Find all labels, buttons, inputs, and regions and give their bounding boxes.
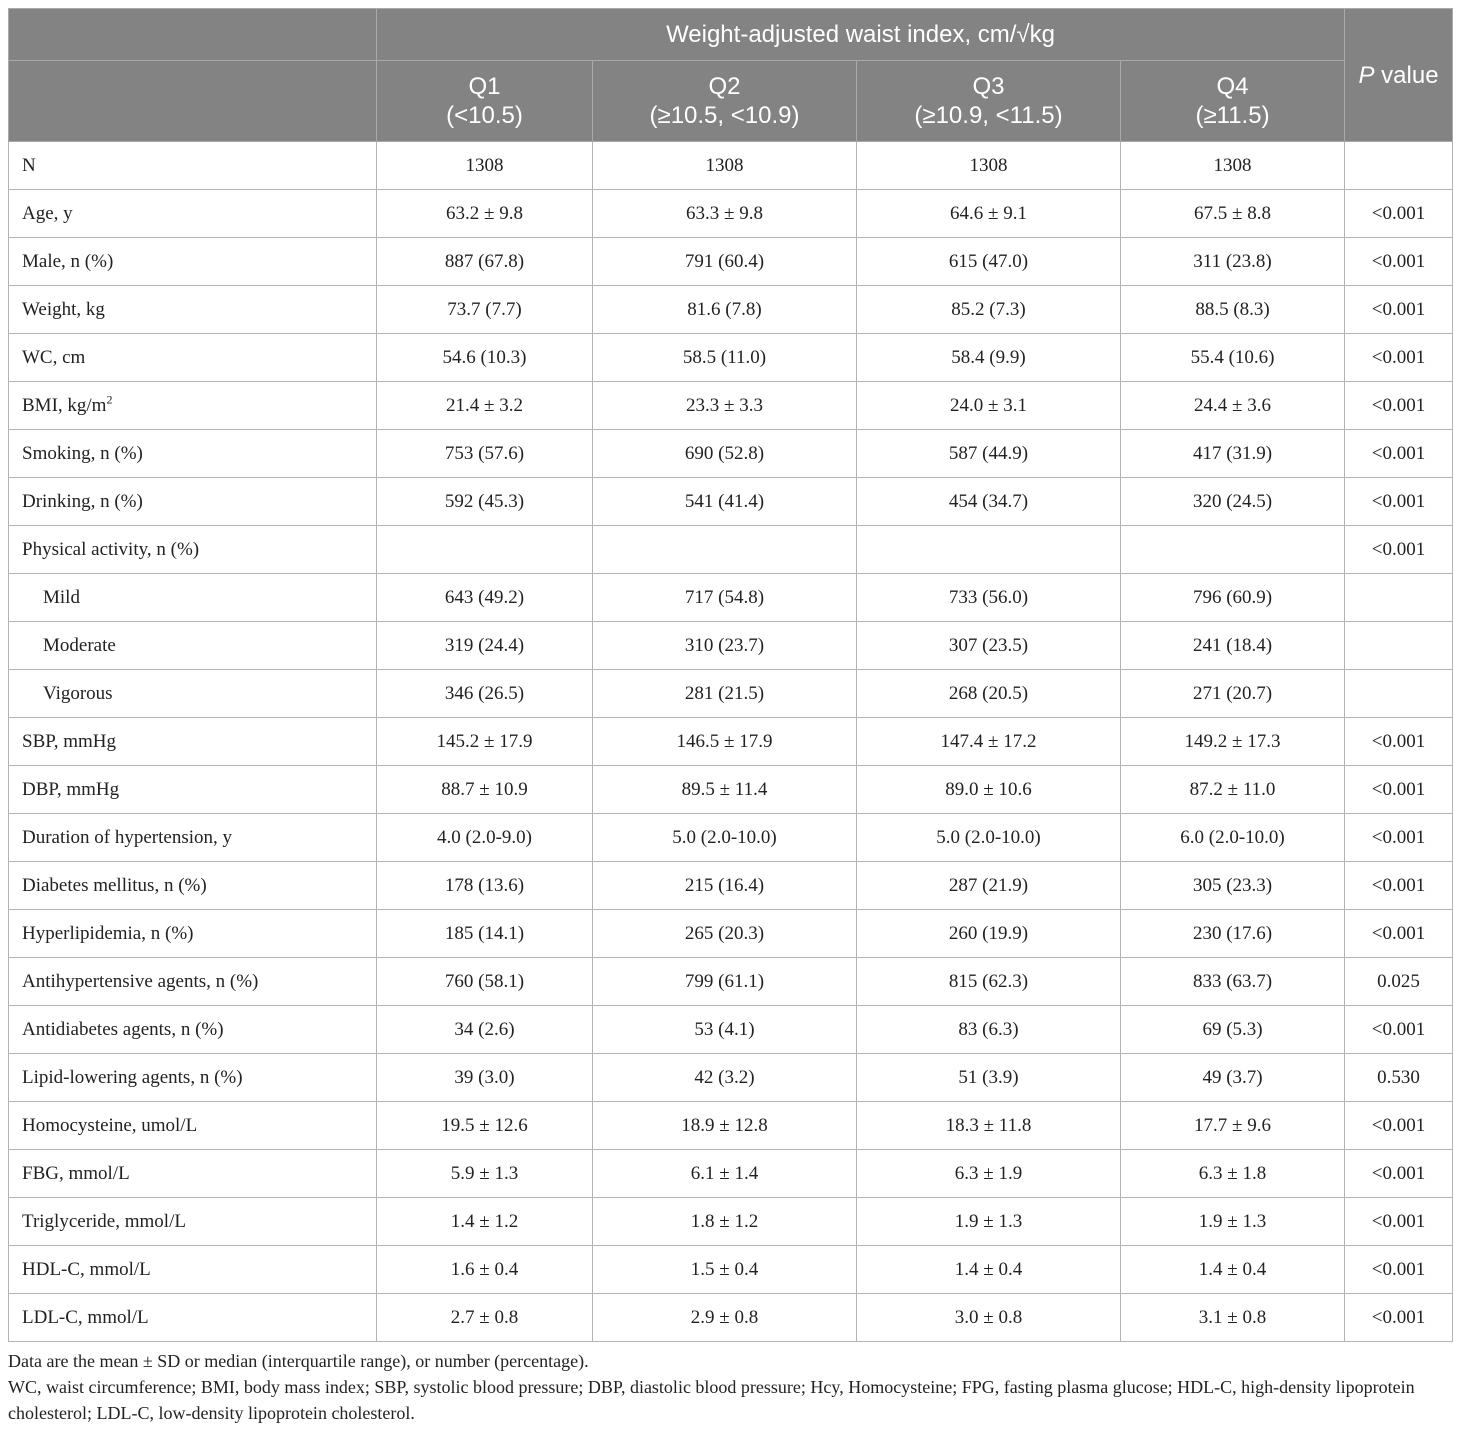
value-cell-q2: 63.3 ± 9.8	[593, 190, 857, 238]
row-label-cell	[9, 670, 377, 718]
value-cell-q3: 454 (34.7)	[857, 478, 1121, 526]
footnote-data-description: Data are the mean ± SD or median (interquartile range), or number (percentage).	[8, 1351, 589, 1371]
p-italic: P	[1358, 61, 1375, 89]
value-cell-q2: 146.5 ± 17.9	[593, 718, 857, 766]
p-value-rest: value	[1374, 61, 1439, 89]
row-label: Antidiabetes agents, n (%)	[22, 1018, 224, 1040]
value-cell-q3: 815 (62.3)	[857, 958, 1121, 1006]
quartile-header-q2	[593, 61, 857, 142]
value-cell-q2: 717 (54.8)	[593, 574, 857, 622]
value-cell-q3: 3.0 ± 0.8	[857, 1294, 1121, 1342]
row-label: HDL-C, mmol/L	[22, 1258, 151, 1280]
value-cell-q3: 6.3 ± 1.9	[857, 1150, 1121, 1198]
value-cell-q2: 281 (21.5)	[593, 670, 857, 718]
header-blank-2	[9, 61, 377, 142]
table-row	[9, 910, 1453, 958]
row-label: Vigorous	[43, 682, 113, 704]
value-cell-q3: 58.4 (9.9)	[857, 334, 1121, 382]
quartile-header-q3	[857, 61, 1121, 142]
value-cell-q4: 49 (3.7)	[1121, 1054, 1345, 1102]
value-cell-q4: 6.3 ± 1.8	[1121, 1150, 1345, 1198]
value-cell-q1: 88.7 ± 10.9	[377, 766, 593, 814]
p-value-cell: <0.001	[1345, 910, 1453, 958]
value-cell-q1: 34 (2.6)	[377, 1006, 593, 1054]
value-cell-q1: 4.0 (2.0-9.0)	[377, 814, 593, 862]
p-value-cell: <0.001	[1345, 1102, 1453, 1150]
row-label-cell	[9, 526, 377, 574]
row-label-cell	[9, 430, 377, 478]
p-value-cell: <0.001	[1345, 382, 1453, 430]
value-cell-q1: 21.4 ± 3.2	[377, 382, 593, 430]
row-label: Weight, kg	[22, 298, 105, 320]
table-body	[9, 142, 1453, 1342]
value-cell-q4: 1.4 ± 0.4	[1121, 1246, 1345, 1294]
value-cell-q4: 88.5 (8.3)	[1121, 286, 1345, 334]
row-label: DBP, mmHg	[22, 778, 120, 800]
value-cell-q2: 5.0 (2.0-10.0)	[593, 814, 857, 862]
table-row	[9, 430, 1453, 478]
row-label-cell	[9, 766, 377, 814]
row-label: LDL-C, mmol/L	[22, 1306, 149, 1328]
p-value-cell: <0.001	[1345, 286, 1453, 334]
row-label-cell	[9, 1150, 377, 1198]
value-cell-q1: 1308	[377, 142, 593, 190]
row-label-cell	[9, 190, 377, 238]
value-cell-q4: 6.0 (2.0-10.0)	[1121, 814, 1345, 862]
value-cell-q4: 67.5 ± 8.8	[1121, 190, 1345, 238]
row-label: Diabetes mellitus, n (%)	[22, 874, 207, 896]
table-row	[9, 190, 1453, 238]
p-value-header	[1345, 9, 1453, 142]
p-value-cell: <0.001	[1345, 766, 1453, 814]
value-cell-q4: 417 (31.9)	[1121, 430, 1345, 478]
value-cell-q1: 54.6 (10.3)	[377, 334, 593, 382]
row-label-cell	[9, 910, 377, 958]
row-label: SBP, mmHg	[22, 730, 116, 752]
value-cell-q2: 1308	[593, 142, 857, 190]
table-row	[9, 1198, 1453, 1246]
value-cell-q2: 1.8 ± 1.2	[593, 1198, 857, 1246]
row-label-cell	[9, 1198, 377, 1246]
row-label-cell	[9, 1054, 377, 1102]
value-cell-q4: 796 (60.9)	[1121, 574, 1345, 622]
value-cell-q2	[593, 526, 857, 574]
row-label: Mild	[43, 586, 80, 608]
value-cell-q1: 760 (58.1)	[377, 958, 593, 1006]
value-cell-q1: 63.2 ± 9.8	[377, 190, 593, 238]
quartile-range: (≥10.5, <10.9)	[649, 102, 800, 129]
quartile-header-q1	[377, 61, 593, 142]
row-label-cell	[9, 334, 377, 382]
row-label-cell	[9, 862, 377, 910]
table-row	[9, 862, 1453, 910]
value-cell-q2: 89.5 ± 11.4	[593, 766, 857, 814]
row-label: N	[22, 154, 36, 176]
value-cell-q4	[1121, 526, 1345, 574]
value-cell-q4: 271 (20.7)	[1121, 670, 1345, 718]
value-cell-q3: 1308	[857, 142, 1121, 190]
value-cell-q1: 1.4 ± 1.2	[377, 1198, 593, 1246]
row-label-cell	[9, 286, 377, 334]
value-cell-q1: 145.2 ± 17.9	[377, 718, 593, 766]
row-label-cell	[9, 814, 377, 862]
table-footnotes	[8, 1342, 1452, 1426]
row-label-cell	[9, 622, 377, 670]
p-value-cell: <0.001	[1345, 718, 1453, 766]
row-label: Drinking, n (%)	[22, 490, 143, 512]
value-cell-q4: 241 (18.4)	[1121, 622, 1345, 670]
value-cell-q2: 799 (61.1)	[593, 958, 857, 1006]
table-row	[9, 958, 1453, 1006]
value-cell-q3: 587 (44.9)	[857, 430, 1121, 478]
row-label-cell	[9, 142, 377, 190]
value-cell-q3: 260 (19.9)	[857, 910, 1121, 958]
value-cell-q3: 24.0 ± 3.1	[857, 382, 1121, 430]
p-value-cell: <0.001	[1345, 430, 1453, 478]
row-label-cell	[9, 478, 377, 526]
value-cell-q4: 3.1 ± 0.8	[1121, 1294, 1345, 1342]
value-cell-q2: 81.6 (7.8)	[593, 286, 857, 334]
table-row	[9, 334, 1453, 382]
group-header: Weight-adjusted waist index, cm/√kg	[377, 9, 1345, 61]
table-row	[9, 1150, 1453, 1198]
p-value-cell: <0.001	[1345, 1294, 1453, 1342]
row-label-cell	[9, 238, 377, 286]
quartile-range: (<10.5)	[446, 102, 523, 129]
row-label: Homocysteine, umol/L	[22, 1114, 198, 1136]
value-cell-q3: 147.4 ± 17.2	[857, 718, 1121, 766]
quartile-name: Q2	[708, 73, 741, 100]
value-cell-q1: 643 (49.2)	[377, 574, 593, 622]
value-cell-q3: 733 (56.0)	[857, 574, 1121, 622]
value-cell-q2: 6.1 ± 1.4	[593, 1150, 857, 1198]
row-label: FBG, mmol/L	[22, 1162, 130, 1184]
row-label: Triglyceride, mmol/L	[22, 1210, 186, 1232]
value-cell-q2: 53 (4.1)	[593, 1006, 857, 1054]
p-value-cell: <0.001	[1345, 1006, 1453, 1054]
value-cell-q3: 5.0 (2.0-10.0)	[857, 814, 1121, 862]
row-label-cell	[9, 958, 377, 1006]
row-label: Physical activity, n (%)	[22, 538, 200, 560]
table-container	[8, 8, 1452, 1426]
p-value-cell: <0.001	[1345, 862, 1453, 910]
value-cell-q4: 230 (17.6)	[1121, 910, 1345, 958]
table-row	[9, 382, 1453, 430]
table-row	[9, 1006, 1453, 1054]
table-row	[9, 670, 1453, 718]
row-label: Male, n (%)	[22, 250, 114, 272]
p-value-cell: <0.001	[1345, 1150, 1453, 1198]
table-row	[9, 814, 1453, 862]
value-cell-q3: 18.3 ± 11.8	[857, 1102, 1121, 1150]
table-row	[9, 574, 1453, 622]
value-cell-q4: 320 (24.5)	[1121, 478, 1345, 526]
value-cell-q3: 268 (20.5)	[857, 670, 1121, 718]
p-value-cell: <0.001	[1345, 1246, 1453, 1294]
value-cell-q3: 83 (6.3)	[857, 1006, 1121, 1054]
footnote-abbreviations: WC, waist circumference; BMI, body mass index; SBP, systolic blood pressure; DBP, diastolic blood pressure; Hcy, Homocysteine; FPG, fasting plasma glucose; HDL-C, high-density lipoprotein cholesterol; LDL-C, low-density lipoprotein cholesterol.	[8, 1377, 1415, 1423]
row-label: Moderate	[43, 634, 116, 656]
p-value-cell	[1345, 574, 1453, 622]
table-row	[9, 238, 1453, 286]
p-value-cell	[1345, 142, 1453, 190]
value-cell-q2: 265 (20.3)	[593, 910, 857, 958]
p-value-cell: <0.001	[1345, 814, 1453, 862]
quartile-name: Q4	[1216, 73, 1249, 100]
row-label: Duration of hypertension, y	[22, 826, 233, 848]
baseline-characteristics-table	[8, 8, 1453, 1342]
p-value-cell: <0.001	[1345, 190, 1453, 238]
value-cell-q3	[857, 526, 1121, 574]
value-cell-q3: 615 (47.0)	[857, 238, 1121, 286]
table-row	[9, 478, 1453, 526]
value-cell-q1: 753 (57.6)	[377, 430, 593, 478]
value-cell-q4: 149.2 ± 17.3	[1121, 718, 1345, 766]
value-cell-q4: 24.4 ± 3.6	[1121, 382, 1345, 430]
value-cell-q1: 185 (14.1)	[377, 910, 593, 958]
value-cell-q1: 5.9 ± 1.3	[377, 1150, 593, 1198]
value-cell-q2: 791 (60.4)	[593, 238, 857, 286]
value-cell-q4: 311 (23.8)	[1121, 238, 1345, 286]
row-label-cell	[9, 1102, 377, 1150]
header-blank	[9, 9, 377, 61]
value-cell-q1: 2.7 ± 0.8	[377, 1294, 593, 1342]
p-value-cell: 0.530	[1345, 1054, 1453, 1102]
table-row	[9, 1054, 1453, 1102]
p-value-cell: <0.001	[1345, 1198, 1453, 1246]
value-cell-q3: 64.6 ± 9.1	[857, 190, 1121, 238]
row-label-cell	[9, 382, 377, 430]
value-cell-q2: 1.5 ± 0.4	[593, 1246, 857, 1294]
value-cell-q1: 39 (3.0)	[377, 1054, 593, 1102]
table-row	[9, 622, 1453, 670]
row-label-cell	[9, 1006, 377, 1054]
value-cell-q2: 215 (16.4)	[593, 862, 857, 910]
value-cell-q3: 307 (23.5)	[857, 622, 1121, 670]
value-cell-q3: 85.2 (7.3)	[857, 286, 1121, 334]
value-cell-q3: 89.0 ± 10.6	[857, 766, 1121, 814]
value-cell-q1: 346 (26.5)	[377, 670, 593, 718]
row-label: WC, cm	[22, 346, 86, 368]
value-cell-q1: 887 (67.8)	[377, 238, 593, 286]
value-cell-q3: 1.9 ± 1.3	[857, 1198, 1121, 1246]
value-cell-q1: 319 (24.4)	[377, 622, 593, 670]
value-cell-q1	[377, 526, 593, 574]
value-cell-q1: 19.5 ± 12.6	[377, 1102, 593, 1150]
value-cell-q2: 58.5 (11.0)	[593, 334, 857, 382]
row-label: Age, y	[22, 202, 73, 224]
quartile-name: Q1	[468, 73, 501, 100]
row-label-cell	[9, 574, 377, 622]
row-label: Lipid-lowering agents, n (%)	[22, 1066, 243, 1088]
table-row	[9, 1246, 1453, 1294]
row-label-superscript: 2	[106, 392, 113, 407]
value-cell-q3: 287 (21.9)	[857, 862, 1121, 910]
p-value-cell	[1345, 622, 1453, 670]
p-value-cell: 0.025	[1345, 958, 1453, 1006]
value-cell-q2: 541 (41.4)	[593, 478, 857, 526]
p-value-cell: <0.001	[1345, 478, 1453, 526]
value-cell-q2: 690 (52.8)	[593, 430, 857, 478]
row-label: BMI, kg/m	[22, 394, 107, 416]
row-label-cell	[9, 1294, 377, 1342]
value-cell-q2: 42 (3.2)	[593, 1054, 857, 1102]
table-row	[9, 1102, 1453, 1150]
table-row	[9, 718, 1453, 766]
quartile-range: (≥11.5)	[1195, 102, 1270, 129]
table-row	[9, 766, 1453, 814]
row-label: Hyperlipidemia, n (%)	[22, 922, 194, 944]
table-row	[9, 142, 1453, 190]
quartile-header-q4	[1121, 61, 1345, 142]
p-value-cell: <0.001	[1345, 526, 1453, 574]
value-cell-q2: 18.9 ± 12.8	[593, 1102, 857, 1150]
value-cell-q4: 69 (5.3)	[1121, 1006, 1345, 1054]
value-cell-q4: 1308	[1121, 142, 1345, 190]
value-cell-q4: 55.4 (10.6)	[1121, 334, 1345, 382]
value-cell-q1: 1.6 ± 0.4	[377, 1246, 593, 1294]
value-cell-q4: 87.2 ± 11.0	[1121, 766, 1345, 814]
value-cell-q4: 1.9 ± 1.3	[1121, 1198, 1345, 1246]
value-cell-q1: 73.7 (7.7)	[377, 286, 593, 334]
value-cell-q4: 17.7 ± 9.6	[1121, 1102, 1345, 1150]
quartile-range: (≥10.9, <11.5)	[914, 102, 1063, 129]
p-value-cell: <0.001	[1345, 238, 1453, 286]
value-cell-q3: 51 (3.9)	[857, 1054, 1121, 1102]
row-label-cell	[9, 1246, 377, 1294]
value-cell-q1: 592 (45.3)	[377, 478, 593, 526]
value-cell-q1: 178 (13.6)	[377, 862, 593, 910]
value-cell-q2: 2.9 ± 0.8	[593, 1294, 857, 1342]
p-value-cell	[1345, 670, 1453, 718]
row-label-cell	[9, 718, 377, 766]
row-label: Smoking, n (%)	[22, 442, 143, 464]
value-cell-q3: 1.4 ± 0.4	[857, 1246, 1121, 1294]
p-value-cell: <0.001	[1345, 334, 1453, 382]
value-cell-q4: 833 (63.7)	[1121, 958, 1345, 1006]
value-cell-q4: 305 (23.3)	[1121, 862, 1345, 910]
quartile-name: Q3	[972, 73, 1005, 100]
value-cell-q2: 310 (23.7)	[593, 622, 857, 670]
table-row	[9, 526, 1453, 574]
table-row	[9, 1294, 1453, 1342]
table-row	[9, 286, 1453, 334]
value-cell-q2: 23.3 ± 3.3	[593, 382, 857, 430]
row-label: Antihypertensive agents, n (%)	[22, 970, 259, 992]
